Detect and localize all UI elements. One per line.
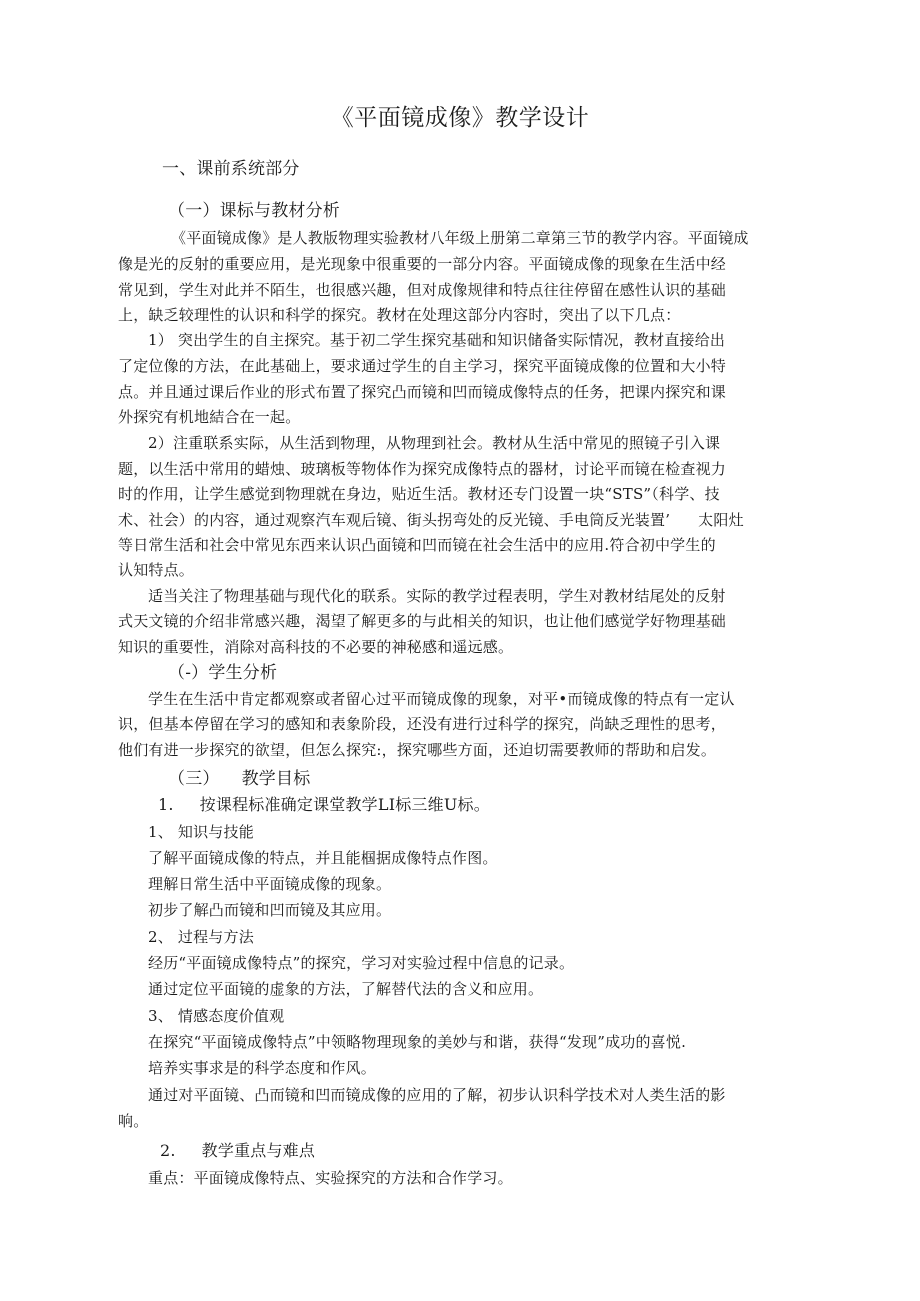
paragraph-line [118, 510, 744, 530]
paragraph-line: 1） 突出学生的自主探究。基于初二学生探究基础和知识储备实际情况，教材直接给出 [148, 331, 726, 349]
list-item: 初步了解凸而镜和凹而镜及其应用。 [148, 901, 392, 919]
paragraph-line: 他们有进一步探究的欲望，但怎么探究:，探究哪些方面，还迫切需要教师的帮助和启发。 [118, 741, 717, 759]
heading-text: 教学重点与难点 [201, 1141, 316, 1160]
numbered-heading [160, 1140, 315, 1162]
heading-number: 2. [160, 1141, 176, 1160]
document-title: 《平面镜成像》教学设计 [330, 105, 590, 131]
paragraph-line: 认知特点。 [118, 561, 195, 579]
paragraph-line: 像是光的反射的重要应用，是光现象中很重要的一部分内容。平面镜成像的现象在生活中经 [118, 255, 727, 273]
paragraph-line: 常见到，学生对此并不陌生，也很感兴趣，但对成像规律和特点往往停留在感性认识的基础 [118, 281, 727, 299]
line-text: 术、社会）的内容，通过观察汽车观后镜、街头拐弯处的反光镜、手电筒反光装置’ [118, 511, 671, 529]
numbered-heading [158, 794, 490, 816]
list-item: 响。 [118, 1112, 149, 1130]
paragraph-line: 式天文镜的介绍非常感兴趣，渴望了解更多的与此相关的知识，也让他们感觉学好物理基础 [118, 612, 727, 630]
paragraph-line: 适当关注了物理基础与现代化的联系。实际的教学过程表明，学生对教材结尾处的反射 [148, 587, 726, 605]
heading-number: （三） [168, 769, 220, 789]
subsection-heading: （-）学生分析 [168, 663, 278, 683]
subsection-heading [168, 768, 310, 790]
paragraph-line: 《平面镜成像》是人教版物理实验教材八年级上册第二章第三节的教学内容。平面镜成 [171, 229, 749, 247]
paragraph-line: 知识的重要性，消除对高科技的不必要的神秘感和遥远感。 [118, 638, 514, 656]
subsection-heading: （一）课标与教材分析 [168, 201, 340, 221]
heading-number: 1. [158, 795, 174, 814]
paragraph-line: 2）注重联系实际，从生活到物理，从物理到社会。教材从生活中常见的照镜子引入课 [148, 434, 721, 452]
paragraph-line: 识，但基本停留在学习的感知和表象阶段，还没有进行过科学的探究，尚缺乏理性的思考， [118, 715, 727, 733]
section-heading: 一、课前系统部分 [162, 159, 300, 179]
paragraph-line: 了定位像的方法，在此基础上，要求通过学生的自主学习，探究平面镜成像的位置和大小特 [118, 357, 727, 375]
list-item: 通过对平面镜、凸而镜和凹而镜成像的应用的了解，初步认识科学技术对人类生活的影 [148, 1086, 726, 1104]
paragraph-line: 点。并且通过课后作业的形式布置了探究凸而镜和凹而镜成像特点的任务，把课内探究和课 [118, 383, 727, 401]
list-heading: 1、 知识与技能 [148, 823, 254, 841]
paragraph-line: 上，缺乏较理性的认识和科学的探究。教材在处理这部分内容时，突出了以下几点： [118, 306, 681, 324]
paragraph-line: 外探究有机地結合在一起。 [118, 408, 301, 426]
line-text: 太阳灶 [698, 511, 744, 529]
list-item: 经历“平面镜成像特点”的探究，学习对实验过程中信息的记录。 [148, 954, 575, 972]
paragraph-line: 学生在生活中肯定都观察或者留心过平而镜成像的现象，对平•而镜成像的特点有一定认 [148, 690, 735, 708]
paragraph-line: 重点：平面镜成像特点、实验探究的方法和合作学习。 [148, 1169, 513, 1187]
list-item: 在探究“平面镜成像特点”中领略物理现象的美妙与和谐，获得“发现”成功的喜悦. [148, 1033, 687, 1051]
list-item: 培养实事求是的科学态度和作风。 [148, 1059, 377, 1077]
paragraph-line: 时的作用，让学生感觉到物理就在身边，贴近生活。教材还专门设置一块“STS”（科学、技 [118, 485, 720, 503]
list-heading: 3、 情感态度价值观 [148, 1007, 285, 1025]
heading-text: 按课程标准确定课堂教学LI标三维U标。 [199, 795, 490, 814]
paragraph-line: 等日常生活和社会中常见东西来认识凸面镜和凹而镜在社会生活中的应用.符合初中学生的 [118, 536, 716, 554]
list-item: 通过定位平面镜的虚象的方法，了解替代法的含义和应用。 [148, 980, 544, 998]
paragraph-line: 题，以生活中常用的蜡烛、玻璃板等物体作为探究成像特点的器材，讨论平而镜在检查视力 [118, 460, 727, 478]
list-item: 了解平面镜成像的特点，并且能椢据成像特点作图。 [148, 849, 498, 867]
heading-text: 教学目标 [241, 769, 311, 789]
list-heading: 2、 过程与方法 [148, 928, 254, 946]
list-item: 理解日常生活中平面镜成像的现象。 [148, 875, 392, 893]
